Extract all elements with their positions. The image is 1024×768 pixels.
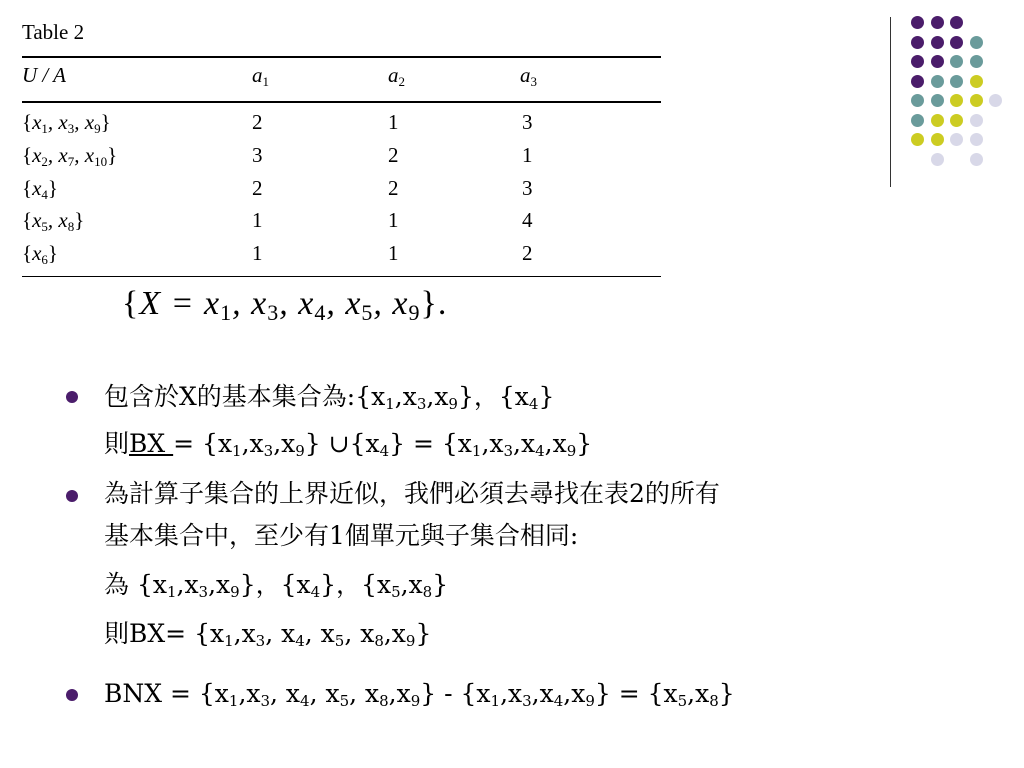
table-row-5-a3: 2 xyxy=(522,241,533,265)
decorative-dot xyxy=(970,153,983,166)
decorative-dot xyxy=(931,16,944,29)
bullet-4-text: 為 $\{x_1,x_3,x_9\}$，$\{x_4\}$，$\{x_5,x_8\}$ xyxy=(104,570,449,601)
table-row-2-a1: 3 xyxy=(252,143,263,167)
table-row-1-a2: 1 xyxy=(388,110,399,134)
set-x-formula: {$X = x_1$, $x_3$, $x_4$, $x_5$, $x_9$}. xyxy=(122,285,448,325)
table-row-5-a2: 1 xyxy=(388,241,399,265)
bullet-dot xyxy=(66,689,78,701)
decorative-dot xyxy=(950,36,963,49)
bullet-2-text: 則BX = $\{x_1,x_3,x_9\}$ $\cup\{x_4\} = \{x_1,x_3,x_4,x_9\}$ xyxy=(104,429,593,460)
decorative-dot xyxy=(911,16,924,29)
decorative-dot xyxy=(911,75,924,88)
decorative-dot xyxy=(931,55,944,68)
table-row-2-set: {$x_2$, $x_7$, $x_{10}$} xyxy=(22,143,118,169)
decorative-dot xyxy=(911,55,924,68)
decorative-dot xyxy=(950,16,963,29)
table-row-4-a2: 1 xyxy=(388,208,399,232)
decorative-dot xyxy=(931,114,944,127)
decorative-dot xyxy=(931,36,944,49)
table-row-3-a2: 2 xyxy=(388,176,399,200)
table-header-a2: $a_2$ xyxy=(388,63,405,89)
table-header-rule xyxy=(22,101,661,103)
decorative-dot xyxy=(931,94,944,107)
table-row-4-a1: 1 xyxy=(252,208,263,232)
decorative-dot xyxy=(970,133,983,146)
decorative-dot xyxy=(931,75,944,88)
decorative-dot xyxy=(989,94,1002,107)
table-row-5-a1: 1 xyxy=(252,241,263,265)
decorative-dot xyxy=(950,55,963,68)
table-row-2-a3: 1 xyxy=(522,143,533,167)
decorative-dot xyxy=(970,75,983,88)
decorative-dot xyxy=(950,114,963,127)
table-row-1-set: {$x_1$, $x_3$, $x_9$} xyxy=(22,110,111,136)
bullet-3-text-line1: 為計算子集合的上界近似，我們必須去尋找在表2的所有 xyxy=(104,479,720,508)
table-row-4-set: {$x_5$, $x_8$} xyxy=(22,208,85,234)
decorative-dot xyxy=(950,75,963,88)
table-header-a3: $a_3$ xyxy=(520,63,537,89)
bullet-dot xyxy=(66,391,78,403)
table-row-2-a2: 2 xyxy=(388,143,399,167)
table-row-3-set: $\{x_4\}$ xyxy=(22,176,59,202)
decorative-dot xyxy=(970,36,983,49)
table-caption: Table 2 xyxy=(22,20,85,44)
decorative-dot xyxy=(950,94,963,107)
decorative-dot xyxy=(950,133,963,146)
decorative-divider xyxy=(890,17,891,187)
table-row-5-set: $\{x_6\}$ xyxy=(22,241,59,267)
table-row-1-a1: 2 xyxy=(252,110,263,134)
table-row-3-a3: 3 xyxy=(522,176,533,200)
table-row-4-a3: 4 xyxy=(522,208,533,232)
bullet-dot xyxy=(66,490,78,502)
decorative-dot xyxy=(931,153,944,166)
table-row-1-a3: 3 xyxy=(522,110,533,134)
decorative-dot xyxy=(911,36,924,49)
decorative-dot xyxy=(911,94,924,107)
bullet-1-text: 包含於X的基本集合為$:\{x_1,x_3,x_9\}$，$\{x_4\}$ xyxy=(104,382,555,413)
table-header-a1: $a_1$ xyxy=(252,63,269,89)
bullet-6-text: BNX = {$x_1,x_3$, $x_4$, $x_5$, $x_8,x_9\} - \{x_1,x_3,x_4,x_9\} = \{x_5,x_8\}$ xyxy=(104,679,735,710)
table-bottom-rule xyxy=(22,276,661,277)
decorative-dot xyxy=(970,55,983,68)
decorative-dot xyxy=(931,133,944,146)
decorative-dot xyxy=(970,94,983,107)
decorative-dot xyxy=(970,114,983,127)
bullet-3-text-line2: 基本集合中，至少有1個單元與子集合相同: xyxy=(104,521,579,550)
decorative-dot xyxy=(911,114,924,127)
bullet-5-text: 則$BX= \{x_1,x_3$, $x_4$, $x_5$, $x_8,x_9$} xyxy=(104,619,432,650)
table-header-ua: U / A xyxy=(22,63,66,87)
table-row-3-a1: 2 xyxy=(252,176,263,200)
table-top-rule xyxy=(22,56,661,58)
decorative-dot xyxy=(911,133,924,146)
